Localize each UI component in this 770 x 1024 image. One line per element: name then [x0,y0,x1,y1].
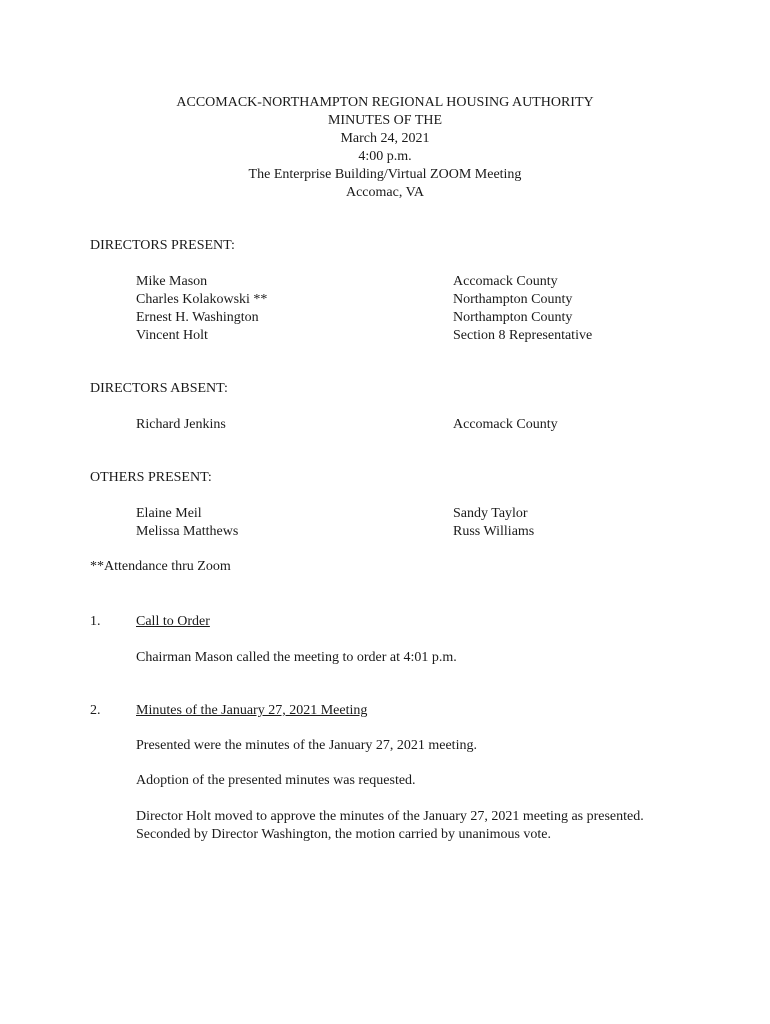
minutes-of-label: MINUTES OF THE [327,113,443,128]
directors-present-heading: DIRECTORS PRESENT: [90,238,235,253]
item-title: Call to Order [136,614,210,629]
other-present-name: Melissa Matthews [136,524,239,539]
director-present-name: Mike Mason [136,274,208,289]
director-absent-affiliation: Accomack County [453,417,558,432]
director-present-name: Charles Kolakowski ** [136,292,268,307]
other-present-name: Russ Williams [453,524,535,539]
director-present-affiliation: Northampton County [453,310,573,325]
director-present-name: Ernest H. Washington [136,310,259,325]
item-paragraph: Presented were the minutes of the January 27, 2021 meeting. [136,738,477,753]
directors-absent-heading: DIRECTORS ABSENT: [90,381,228,396]
item-number: 1. [90,614,101,629]
other-present-name: Elaine Meil [136,506,202,521]
director-absent-name: Richard Jenkins [136,417,226,432]
item-paragraph: Adoption of the presented minutes was requested. [136,773,416,788]
meeting-time: 4:00 p.m. [358,149,412,164]
item-paragraph: Chairman Mason called the meeting to order at 4:01 p.m. [136,650,457,665]
item-title: Minutes of the January 27, 2021 Meeting [136,703,368,718]
item-paragraph: Director Holt moved to approve the minutes of the January 27, 2021 meeting as presented. [136,809,644,824]
director-present-affiliation: Section 8 Representative [453,328,593,343]
item-number: 2. [90,703,101,718]
meeting-location: Accomac, VA [345,185,425,200]
others-present-heading: OTHERS PRESENT: [90,470,212,485]
meeting-date: March 24, 2021 [340,131,430,146]
other-present-name: Sandy Taylor [453,506,528,521]
item-paragraph: Seconded by Director Washington, the motion carried by unanimous vote. [136,827,552,842]
director-present-name: Vincent Holt [136,328,208,343]
director-present-affiliation: Northampton County [453,292,573,307]
meeting-venue: The Enterprise Building/Virtual ZOOM Meeting [248,167,522,182]
director-present-affiliation: Accomack County [453,274,558,289]
attendance-note: **Attendance thru Zoom [90,559,231,574]
organization-title: ACCOMACK-NORTHAMPTON REGIONAL HOUSING AUTHORITY [176,95,594,110]
